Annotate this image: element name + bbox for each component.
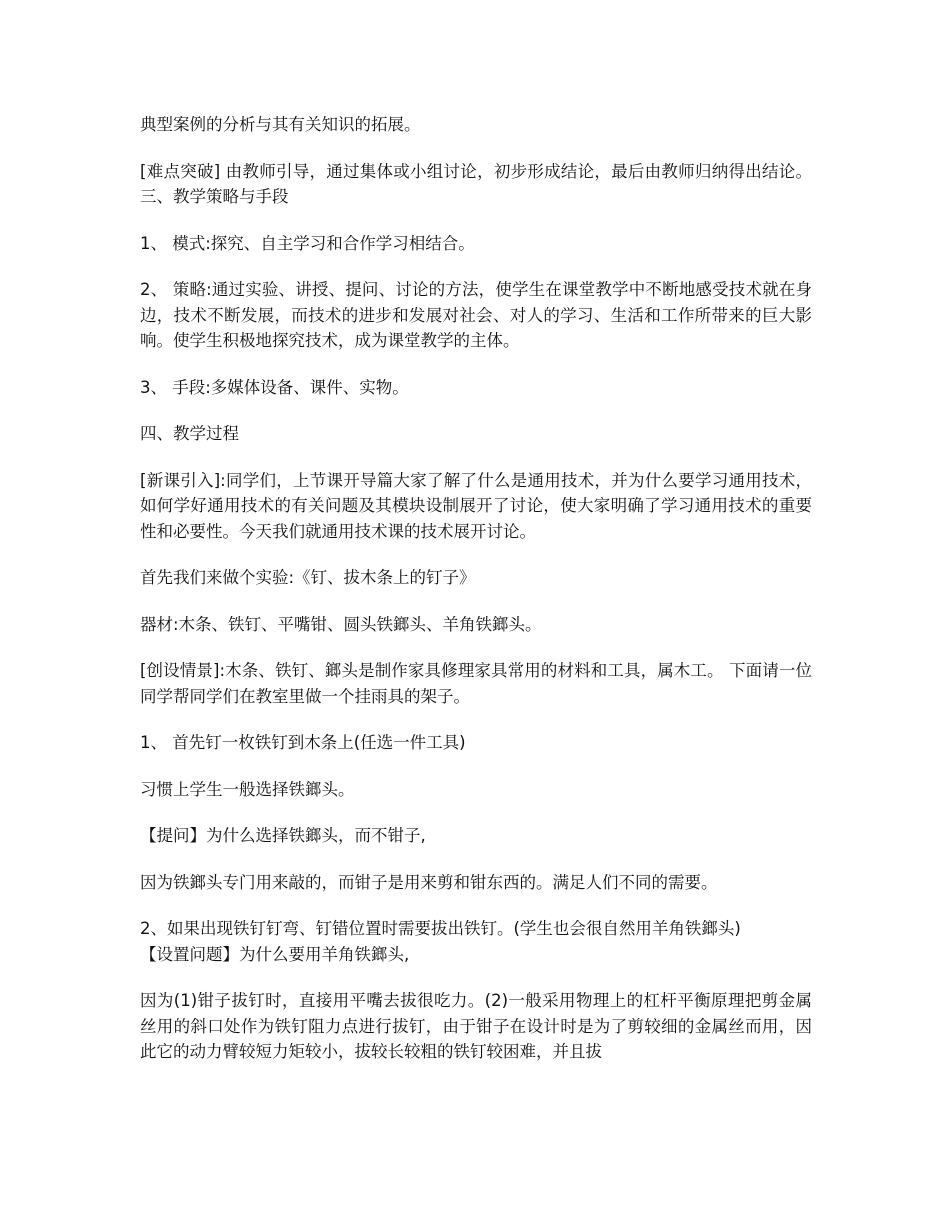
paragraph-materials: 器材:木条、铁钉、平嘴钳、圆头铁鎯头、羊角铁鎯头。 bbox=[140, 614, 542, 634]
paragraph-case-analysis: 典型案例的分析与其有关知识的拓展。 bbox=[140, 115, 421, 134]
paragraph-set-question: 【设置问题】为什么要用羊角铁鎯头, bbox=[140, 944, 410, 964]
paragraph-strategy-mode: 1、 模式:探究、自主学习和合作学习相结合。 bbox=[140, 233, 475, 253]
paragraph-scenario: [创设情景]:木条、铁钉、鎯头是制作家具修理家具常用的材料和工具，属木工。 下面请一位同学帮同学们在教室里做一个挂雨具的架子。 bbox=[140, 661, 812, 706]
paragraph-habit: 习惯上学生一般选择铁鎯头。 bbox=[140, 779, 355, 799]
section-heading-teaching-process: 四、教学过程 bbox=[140, 424, 239, 443]
paragraph-lesson-intro: [新课引入]:同学们，上节课开导篇大家了解了什么是通用技术，并为什么要学习通用技术，如何学好通用技术的有关问题及其模块设制展开了讨论，使大家明确了学习通用技术的重要性和必要性。今天我们就通用技术课的技术展开讨论。 bbox=[140, 470, 812, 541]
document-page bbox=[140, 112, 812, 1086]
paragraph-step-2: 2、如果出现铁钉钉弯、钉错位置时需要拔出铁钉。(学生也会很自然用羊角铁鎯头) bbox=[140, 919, 741, 938]
paragraph-answer: 因为铁鎯头专门用来敲的，而钳子是用来剪和钳东西的。满足人们不同的需要。 bbox=[140, 872, 718, 892]
paragraph-question: 【提问】为什么选择铁鎯头，而不钳子, bbox=[140, 826, 426, 845]
paragraph-explanation: 因为(1)钳子拔钉时，直接用平嘴去拔很吃力。(2)一般采用物理上的杠杆平衡原理把剪金属丝用的斜口处作为铁钉阻力点进行拔钉，由于钳子在设计时是为了剪较细的金属丝而用，因此它的动力臂较短力矩较小，拔较长较粗的铁钉较困难，并且拔 bbox=[140, 991, 812, 1061]
paragraph-strategy-methods: 2、 策略:通过实验、讲授、提问、讨论的方法，使学生在课堂教学中不断地感受技术就在身边，技术不断发展，而技术的进步和发展对社会、对人的学习、生活和工作所带来的巨大影响。使学生积极地探究技术，成为课堂教学的主体。 bbox=[140, 280, 812, 350]
paragraph-difficulty-breakthrough: [难点突破] 由教师引导，通过集体或小组讨论，初步形成结论，最后由教师归纳得出结论。 三、教学策略与手段 bbox=[140, 161, 812, 206]
paragraph-step-1: 1、 首先钉一枚铁钉到木条上(任选一件工具) bbox=[140, 733, 466, 752]
paragraph-strategy-means: 3、 手段:多媒体设备、课件、实物。 bbox=[140, 377, 409, 397]
paragraph-experiment-title: 首先我们来做个实验:《钉、拔木条上的钉子》 bbox=[140, 568, 476, 587]
